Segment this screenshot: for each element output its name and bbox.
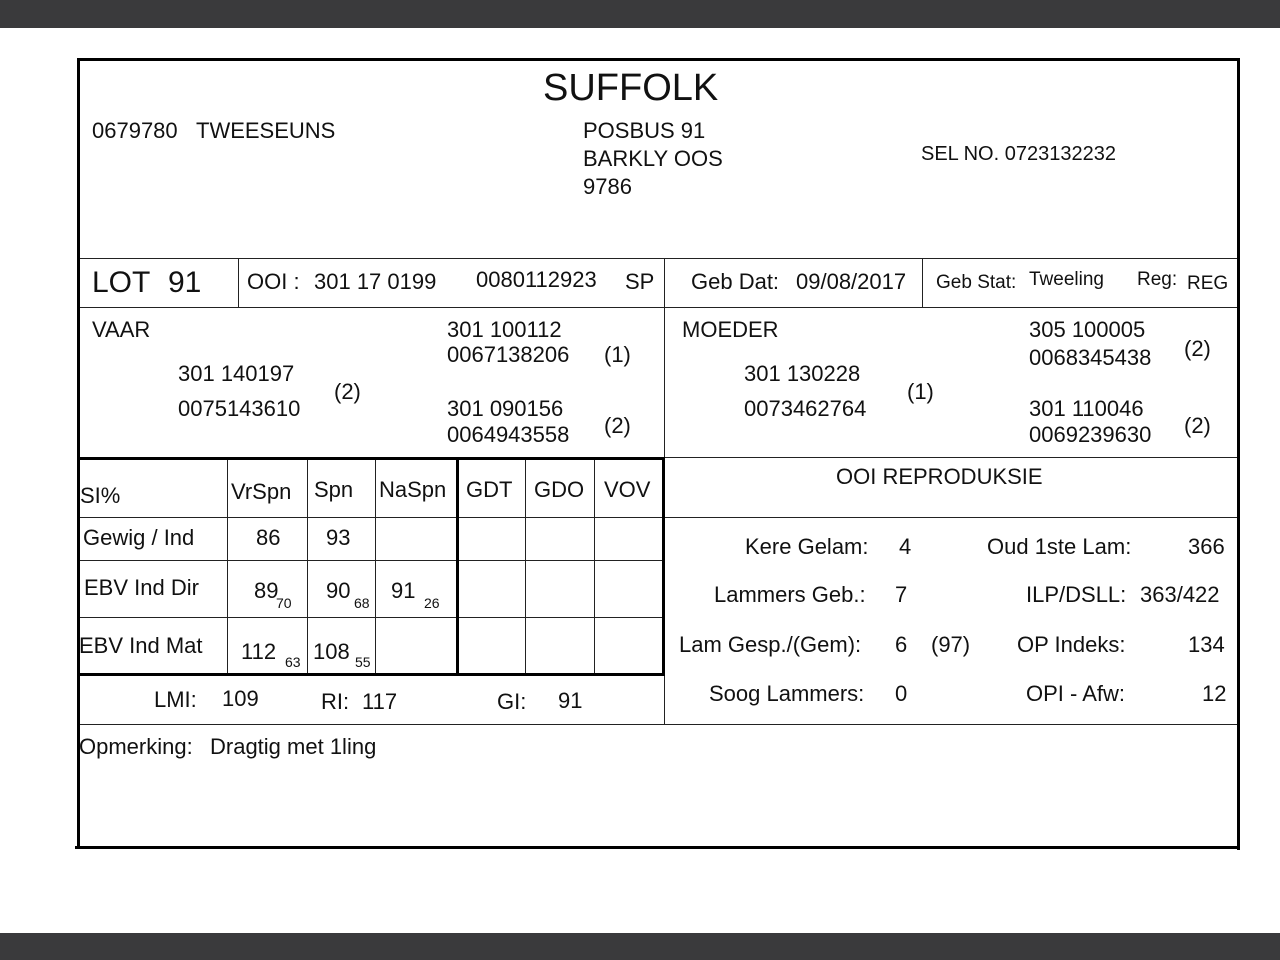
rule-repro-header xyxy=(664,517,1237,518)
si-header-naspn: NaSpn xyxy=(379,477,447,502)
bottom-bar xyxy=(0,933,1280,960)
rule-si-col3 xyxy=(375,460,376,673)
si-row-label: EBV Ind Mat xyxy=(79,633,203,658)
soog-lammers-value: 0 xyxy=(895,681,908,706)
si-header-spn: Spn xyxy=(314,477,354,502)
reg-label: Reg: xyxy=(1137,269,1178,290)
ooi-id: 301 17 0199 xyxy=(314,269,437,294)
ilp-dsll-value: 363/422 xyxy=(1140,582,1220,607)
ooi-reg: 0080112923 xyxy=(476,267,597,292)
rule-si-col4 xyxy=(456,457,459,676)
owner-number: 0679780 xyxy=(92,118,178,143)
card-border-left xyxy=(77,58,80,849)
owner-name: TWEESEUNS xyxy=(196,118,336,143)
rule-lot-top xyxy=(80,258,1237,259)
birth-status-label: Geb Stat: xyxy=(936,272,1017,293)
si-cell-vrspn-accuracy: 63 xyxy=(285,654,301,670)
address-line2: BARKLY OOS xyxy=(583,146,723,171)
opi-afw-value: 12 xyxy=(1202,681,1227,706)
lmi-value: 109 xyxy=(222,686,259,711)
rule-index-bottom xyxy=(80,724,1237,725)
dam-sire-count: (2) xyxy=(1184,336,1211,361)
si-header-gdo: GDO xyxy=(534,477,585,502)
card-border-bottom xyxy=(75,846,1240,849)
si-cell-vrspn: 112 xyxy=(241,639,277,664)
si-corner: SI% xyxy=(80,483,121,508)
card-border-right xyxy=(1237,58,1240,850)
ri-label: RI: xyxy=(321,689,350,714)
si-cell-spn: 108 xyxy=(313,639,350,664)
si-cell-naspn: 91 xyxy=(391,578,416,603)
gi-label: GI: xyxy=(497,689,527,714)
sire-dam-reg: 0064943558 xyxy=(447,422,570,447)
sire-dam-count: (2) xyxy=(604,413,631,438)
lot-label: LOT xyxy=(92,266,151,299)
ooi-label: OOI : xyxy=(247,269,300,294)
rule-date-divider xyxy=(922,258,923,307)
si-cell-spn-accuracy: 68 xyxy=(354,595,370,611)
si-cell-vrspn-accuracy: 70 xyxy=(276,595,292,611)
breed-title: SUFFOLK xyxy=(543,67,719,109)
sire-id: 301 140197 xyxy=(178,361,295,386)
rule-si-row2 xyxy=(80,617,664,618)
dam-dam-count: (2) xyxy=(1184,413,1211,438)
lammers-geb-label: Lammers Geb.: xyxy=(714,582,866,607)
lam-gesp-value: 6 xyxy=(895,632,908,657)
rule-lot-bottom xyxy=(80,307,1237,308)
dam-sire-reg: 0068345438 xyxy=(1029,345,1152,370)
rule-lot-divider xyxy=(238,258,239,307)
si-row-label: Gewig / Ind xyxy=(83,525,195,550)
si-cell-spn: 93 xyxy=(326,525,351,550)
si-header-vrspn: VrSpn xyxy=(231,479,292,504)
si-cell-spn-accuracy: 55 xyxy=(355,654,371,670)
remark-label: Opmerking: xyxy=(79,734,193,759)
rule-si-bottom xyxy=(80,673,665,676)
si-cell-vrspn: 86 xyxy=(256,525,281,550)
lammers-geb-value: 7 xyxy=(895,582,908,607)
kere-gelam-label: Kere Gelam: xyxy=(745,534,869,559)
address-line1: POSBUS 91 xyxy=(583,118,706,143)
rule-si-col1 xyxy=(227,460,228,673)
sel-number: SEL NO. 0723132232 xyxy=(921,143,1116,165)
top-bar xyxy=(0,0,1280,28)
sire-reg: 0075143610 xyxy=(178,396,301,421)
gi-value: 91 xyxy=(558,688,583,713)
rule-si-header xyxy=(80,517,664,518)
lot-number: 91 xyxy=(168,266,202,299)
dam-dam-reg: 0069239630 xyxy=(1029,422,1152,447)
dam-id: 301 130228 xyxy=(744,361,861,386)
op-indeks-label: OP Indeks: xyxy=(1017,632,1126,657)
birth-date: 09/08/2017 xyxy=(796,269,907,294)
si-row-label: EBV Ind Dir xyxy=(84,575,199,600)
lam-gesp-label: Lam Gesp./(Gem): xyxy=(679,632,862,657)
ooi-code: SP xyxy=(625,269,655,294)
op-indeks-value: 134 xyxy=(1188,632,1225,657)
dam-label: MOEDER xyxy=(682,317,779,342)
dam-reg: 0073462764 xyxy=(744,396,867,421)
soog-lammers-label: Soog Lammers: xyxy=(709,681,865,706)
sire-sire-id: 301 100112 xyxy=(447,317,562,342)
ri-value: 117 xyxy=(362,689,398,714)
dam-dam-id: 301 110046 xyxy=(1029,396,1144,421)
rule-si-row1 xyxy=(80,560,664,561)
si-header-vov: VOV xyxy=(604,477,651,502)
rule-si-col6 xyxy=(594,460,595,673)
rule-si-right xyxy=(662,457,665,676)
si-header-gdt: GDT xyxy=(466,477,513,502)
remark-text: Dragtig met 1ling xyxy=(210,734,377,759)
rule-si-col2 xyxy=(307,460,308,673)
address-line3: 9786 xyxy=(583,174,632,199)
si-cell-vrspn: 89 xyxy=(254,578,279,603)
sire-dam-id: 301 090156 xyxy=(447,396,564,421)
sire-sire-count: (1) xyxy=(604,342,631,367)
rule-si-top xyxy=(80,457,665,460)
dam-sire-id: 305 100005 xyxy=(1029,317,1146,342)
birth-date-label: Geb Dat: xyxy=(691,269,780,294)
opi-afw-label: OPI - Afw: xyxy=(1026,681,1126,706)
kere-gelam-value: 4 xyxy=(899,534,912,559)
lmi-label: LMI: xyxy=(154,687,197,712)
oud-1ste-lam-label: Oud 1ste Lam: xyxy=(987,534,1132,559)
dam-count: (1) xyxy=(907,379,934,404)
oud-1ste-lam-value: 366 xyxy=(1188,534,1225,559)
sire-count: (2) xyxy=(334,379,361,404)
reg-value: REG xyxy=(1187,273,1229,294)
rule-si-col5 xyxy=(525,460,526,673)
ilp-dsll-label: ILP/DSLL: xyxy=(1026,582,1127,607)
lam-gesp-average: (97) xyxy=(931,632,971,657)
sire-label: VAAR xyxy=(92,317,151,342)
card-border-top xyxy=(78,58,1240,61)
repro-title: OOI REPRODUKSIE xyxy=(836,464,1043,489)
sire-sire-reg: 0067138206 xyxy=(447,342,570,367)
si-cell-spn: 90 xyxy=(326,578,351,603)
birth-status: Tweeling xyxy=(1029,269,1104,290)
si-cell-naspn-accuracy: 26 xyxy=(424,595,440,611)
